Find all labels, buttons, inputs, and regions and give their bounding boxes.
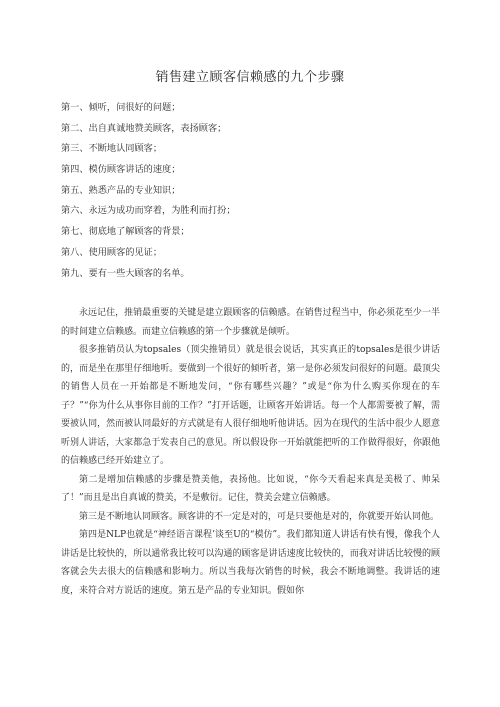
document-title: 销售建立顾客信赖感的九个步骤 xyxy=(155,70,345,85)
list-item: 第七、彻底地了解顾客的背景； xyxy=(61,226,190,238)
list-item: 第四、模仿顾客讲话的速度； xyxy=(61,164,181,176)
list-item: 第一、倾听，问很好的问题； xyxy=(61,102,181,113)
body-text xyxy=(61,304,440,600)
list-item: 第九、要有一些大顾客的名单。 xyxy=(61,267,190,279)
list-item: 第六、永远为成功而穿着，为胜利而打扮； xyxy=(61,205,236,217)
paragraph: 很多推销员认为topsales（顶尖推销员）就是很会说话，其实真正的topsales是很少讲话的，而是坐在那里仔细地听。要做到一个很好的倾听者，第一是你必须发问很好的问题。最顶尖的销售人员在一开始都是不断地发问，“你有哪些兴趣？”或是“你为什么购买你现在的车子？”“你为什么从事你目前的工作？”打开话题，让顾客开始讲话。每一个人都需要被了解，需要被认同，然而被认同最好的方式就是有人很仔细地听他讲话。因为在现代的生活中很少人愿意听别人讲话，大家都急于发表自己的意见。所以假设你一开始就能把听的工作做得很好，你跟他的信赖感已经开始建立了。 xyxy=(61,345,440,466)
steps-list xyxy=(61,101,461,287)
list-item: 第三、不断地认同顾客； xyxy=(61,143,163,155)
list-item: 第八、使用顾客的见证； xyxy=(61,246,163,258)
list-item: 第二、出自真诚地赞美顾客，表扬顾客； xyxy=(61,122,227,134)
paragraph: 第四是NLP也就是“神经语言课程’谈至U的“模仿”。我们都知道人讲话有快有慢，像我个人讲话是比较快的，所以通常我比较可以沟通的顾客是讲话速度比较快的，而我对讲话比较慢的顾客就会失去很大的信赖感和影响力。所以当我每次销售的时候，我会不断地调整。我讲话的速度，来符合对方说话的速度。第五是产品的专业知识。假如你 xyxy=(61,530,440,596)
paragraph: 第二是增加信赖感的步骤是赞美他，表扬他。比如说，“你今天看起来真是美极了、帅呆了！”而且是出自真诚的赞美，不是敷衍。记住，赞美会建立信赖感。 xyxy=(61,474,440,503)
paragraph: 永远记住，推销最重要的关键是建立跟顾客的信赖感。在销售过程当中，你必须花至少一半的时间建立信赖感。而建立信赖感的第一个步骤就是倾听。 xyxy=(61,308,440,337)
list-item: 第五、熟悉产品的专业知识； xyxy=(61,184,181,196)
paragraph: 第三是不断地认同顾客。顾客讲的不一定是对的，可是只要他是对的，你就要开始认同他。 xyxy=(79,511,440,522)
